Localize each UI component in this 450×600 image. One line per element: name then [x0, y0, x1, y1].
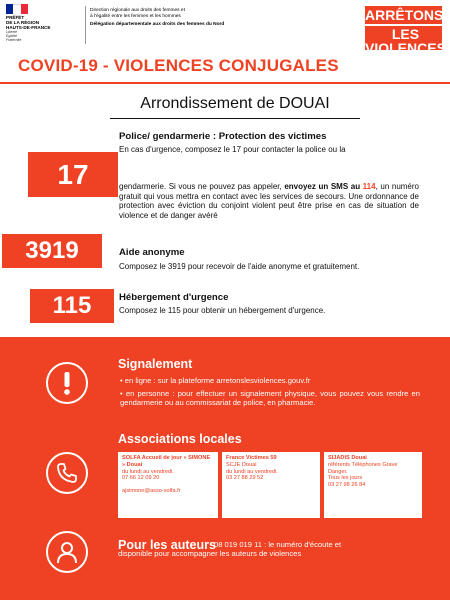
number-115-box: 115 — [30, 289, 114, 323]
hebergement-text: Composez le 115 pour obtenir un hébergement d'urgence. — [119, 306, 326, 315]
association-name: SIJADIS Douai — [328, 455, 367, 461]
aide-text: Composez le 3919 pour recevoir de l'aide anonyme et gratuitement. — [119, 262, 360, 271]
page-title: COVID-19 - VIOLENCES CONJUGALES — [18, 56, 339, 75]
auteurs-heading: Pour les auteurs — [118, 538, 216, 552]
police-sms-label: envoyez un SMS au — [284, 182, 363, 191]
police-text-1: En cas d'urgence, composez le 17 pour contacter la police ou la — [119, 145, 346, 154]
french-flag — [6, 4, 28, 14]
auteurs-text-2: disponible pour accompagner les auteurs de violences — [118, 549, 302, 558]
association-service: SCJE Douai — [226, 461, 257, 468]
signalement-item-in-person: • en personne : pour effectuer un signalement physique, vous pouvez vous rendre en gendarmerie ou au commissariat de police, en pharmacie. — [120, 389, 420, 407]
auteurs-text-1: 08 019 019 11 : le numéro d'écoute et — [214, 540, 342, 549]
association-hours: Tous les jours — [328, 475, 363, 482]
police-text-2a: gendarmerie. Si vous ne pouvez pas appeler, — [119, 182, 285, 191]
association-hours: du lundi au vendredi. — [226, 468, 278, 475]
associations-heading: Associations locales — [118, 432, 242, 446]
title-divider — [0, 82, 450, 84]
association-name: SOLFA Accueil de jour « SIMONE » Douai — [122, 455, 211, 468]
arrondissement-heading: Arrondissement de DOUAI — [140, 95, 330, 112]
phone-icon — [46, 452, 88, 494]
association-card-france-victimes — [222, 452, 320, 518]
association-name: France Victimes 59 — [226, 455, 277, 461]
arrondissement-underline — [110, 118, 360, 119]
arretons-les-violences-logo — [365, 6, 446, 56]
motto-line: Fraternité — [6, 38, 22, 42]
police-text-2c: , un numéro gratuit qui vous mettra en contact avec les services de secours. Une ordonnance de protection avec éviction du conjoint violent peut être prise en cas de situation de violence et de danger avéré — [119, 182, 419, 220]
prefecture-line: PRÉFET — [6, 15, 25, 20]
police-heading: Police/ gendarmerie : Protection des victimes — [119, 131, 327, 142]
logo-line: LES VIOLENCES — [365, 26, 446, 56]
association-phone: 07 66 12 09 20 — [122, 475, 160, 482]
association-phone: 03 27 88 29 52 — [226, 475, 264, 482]
logo-line: ARRÊTONS — [365, 7, 444, 23]
signalement-item-online: • en ligne : sur la plateforme arretonslesviolences.gouv.fr — [120, 376, 311, 385]
association-email[interactable]: ajsimone@asso-solfa.fr — [122, 488, 181, 495]
number-17-box: 17 — [28, 152, 118, 197]
motto-line: Liberté — [6, 30, 17, 34]
direction-block — [90, 8, 270, 28]
association-card-solfa — [118, 452, 218, 518]
police-text-2 — [119, 182, 419, 220]
exclamation-icon — [46, 362, 88, 404]
sms-number: 114 — [362, 182, 376, 191]
number-3919-box: 3919 — [2, 234, 102, 268]
direction-line: à l'égalité entre les femmes et les hommes — [90, 14, 181, 19]
prefecture-block — [6, 15, 86, 42]
hebergement-heading: Hébergement d'urgence — [119, 292, 229, 303]
motto-line: Égalité — [6, 34, 17, 38]
prefecture-line: DE LA RÉGION — [6, 20, 40, 25]
person-icon — [46, 531, 88, 573]
delegation-line: Délégation départementale aux droits des femmes du Nord — [90, 22, 225, 27]
direction-line: Direction régionale aux droits des femmes et — [90, 8, 185, 13]
association-service: référents Téléphones Grave Danger. — [328, 461, 398, 475]
prefecture-line: HAUTS-DE-FRANCE — [6, 25, 51, 30]
association-phone: 03 27 98 26 84 — [328, 482, 366, 489]
header-divider — [85, 6, 86, 44]
signalement-heading: Signalement — [118, 357, 193, 371]
association-hours: du lundi au vendredi. — [122, 468, 174, 475]
aide-heading: Aide anonyme — [119, 247, 185, 258]
association-card-sijadis — [324, 452, 422, 518]
